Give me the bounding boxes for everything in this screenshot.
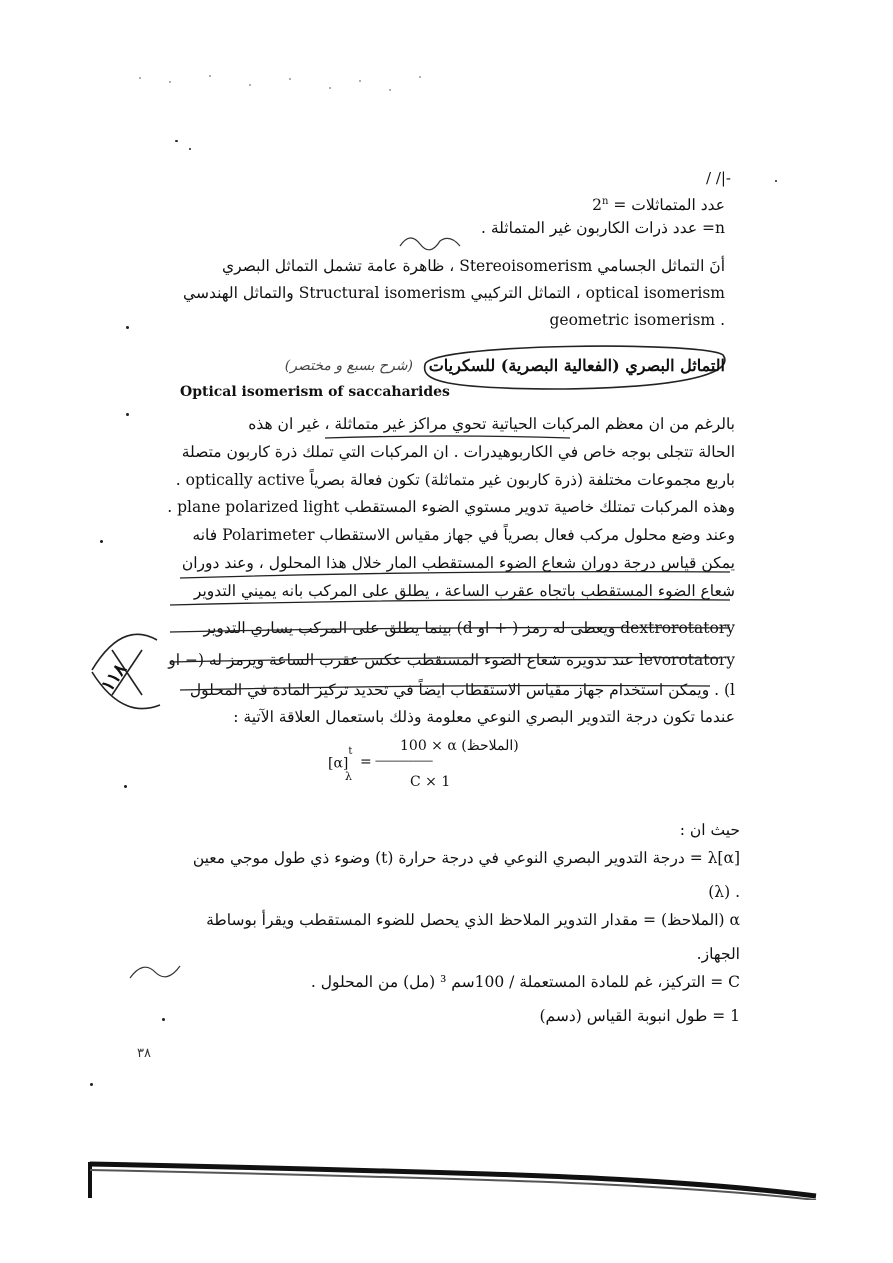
body-line: levorotatory عند تدويره شعاع الضوء المستقطب عكس عقرب الساعة ويرمز له (− او: [168, 651, 735, 669]
para1-line1: أنَ التماثل الجسامي Stereoisomerism ، ظاهرة عامة تشمل التماثل البصري: [222, 257, 725, 275]
specific-rotation-formula: [320, 738, 560, 798]
scan-speck: [126, 413, 129, 416]
body-line: وهذه المركبات تمتلك خاصية تدوير مستوي الضوء المستقطب plane polarized light .: [167, 498, 735, 516]
formula-subscript: λ: [345, 770, 352, 783]
scan-noise: [130, 70, 430, 100]
section-title-arabic: التماثل البصري (الفعالية البصرية) للسكريات: [428, 356, 725, 375]
handwritten-scribble: [125, 958, 185, 988]
page-number: ٣٨: [137, 1046, 151, 1061]
body-line: بالرغم من ان معظم المركبات الحياتية تحوي مراكز غير متماثلة ، غير ان هذه: [248, 415, 735, 433]
margin-note-text: ١١٨: [97, 659, 132, 696]
body-line: dextrorotatory ويعطى له رمز ( + او d) بينما يطلق على المركب يساري التدوير: [203, 619, 735, 637]
para1-line2: optical isomerism ، التماثل التركيبي Structural isomerism والتماثل الهندسي: [183, 284, 725, 302]
body-line: l) . ويمكن استخدام جهاز مقياس الاستقطاب ايضاً في تحديد تركيز المادة في المحلول: [189, 681, 735, 699]
scan-speck: [189, 148, 191, 150]
scan-speck: [126, 326, 129, 329]
formula-equals: =: [360, 754, 372, 770]
body-line: باربع مجموعات مختلفة (ذرة كاربون غير متماثلة) تكون فعالة بصرياً optically active .: [175, 471, 735, 489]
body-line: وعند وضع محلول مركب فعال بصرياً في جهاز مقياس الاستقطاب Polarimeter فانه: [192, 526, 735, 544]
n-definition: n= عدد ذرات الكاربون غير المتماثلة .: [481, 219, 725, 237]
definition-line: α (الملاحظ) = مقدار التدوير الملاحظ الذي يحصل للضوء المستقطب ويقرأ بوساطة: [206, 911, 740, 929]
body-line: يمكن قياس درجة دوران شعاع الضوء المستقطب المار خلال هذا المحلول ، وعند دوران: [181, 554, 735, 572]
scan-edge-artifact: [88, 1160, 818, 1200]
definition-line: λ[α] = درجة التدوير البصري النوعي في درجة حرارة (t) وضوء ذي طول موجي معين: [192, 849, 740, 867]
handwritten-scribble: [395, 226, 475, 256]
header-mark: / /|-: [706, 169, 731, 187]
scan-speck: [775, 180, 777, 182]
definition-line: C = التركيز، غم للمادة المستعملة / 100سم ³ (مل) من المحلول .: [310, 973, 740, 991]
body-line: الحالة تتجلى بوجه خاص في الكاربوهيدرات . ان المركبات التي تملك ذرة كاربون متصلة: [181, 443, 735, 461]
isomer-count-formula: [560, 192, 725, 215]
definition-line: الجهاز.: [696, 945, 740, 963]
formula-fraction-bar: ------------------------: [375, 756, 433, 767]
para1-line3: . geometric isomerism: [549, 311, 725, 329]
scan-speck: [100, 540, 103, 543]
formula-lhs: [328, 746, 353, 772]
handwritten-note: (شرح بسبع و مختصر): [284, 358, 413, 374]
body-line: شعاع الضوء المستقطب باتجاه عقرب الساعة ، يطلق على المركب بانه يميني التدوير: [193, 582, 735, 600]
handwritten-underlines: [150, 400, 750, 700]
isomer-count-exponent: n: [601, 196, 609, 207]
section-title-english: Optical isomerism of saccaharides: [180, 384, 450, 400]
scan-speck: [175, 140, 178, 142]
where-label: حيث ان :: [679, 821, 740, 839]
formula-denominator: C × 1: [410, 774, 451, 790]
formula-superscript: t: [348, 746, 353, 757]
definition-line: 1 = طول انبوبة القياس (دسم): [539, 1007, 740, 1025]
scan-speck: [124, 785, 127, 788]
definition-line: . (λ): [708, 883, 740, 901]
scan-speck: [90, 1083, 93, 1086]
formula-numerator: 100 × α (الملاحظ): [400, 738, 519, 754]
body-line: عندما تكون درجة التدوير البصري النوعي معلومة وذلك باستعمال العلاقة الآتية :: [233, 708, 735, 726]
formula-alpha-bracket: [α]: [328, 755, 349, 772]
isomer-count-text: عدد المتماثلات = 2: [592, 196, 725, 215]
